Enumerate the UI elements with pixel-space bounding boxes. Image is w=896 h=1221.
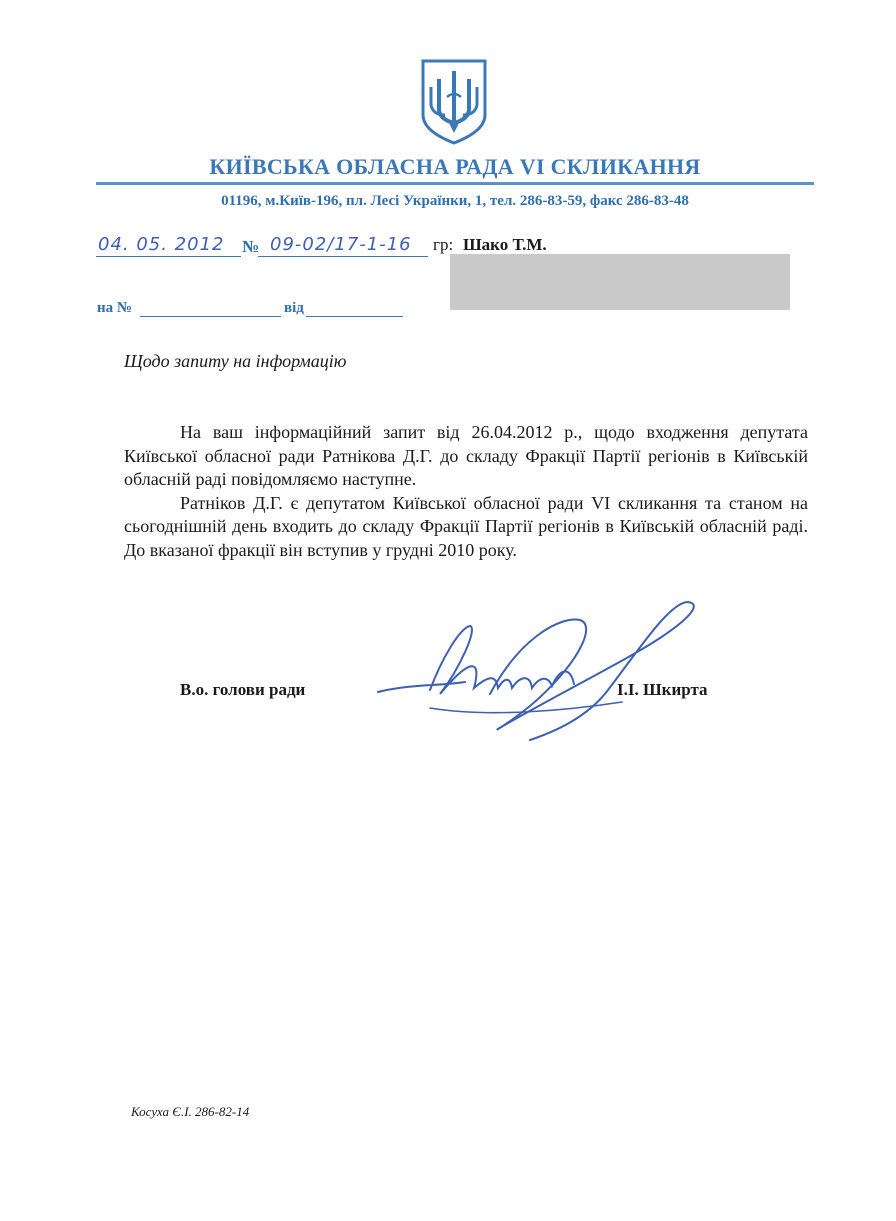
council-address: 01196, м.Київ-196, пл. Лесі Українки, 1, тел. 286-83-59, факс 286-83-48 xyxy=(221,193,689,209)
redacted-address-block xyxy=(450,254,790,310)
recipient-name: Шако Т.М. xyxy=(463,235,547,254)
signatory-name: І.І. Шкирта xyxy=(617,680,708,699)
reference-date-line xyxy=(306,316,403,317)
letter-body xyxy=(124,421,808,562)
reference-date-label: від xyxy=(284,300,304,316)
registration-number: 09-02/17-1-16 xyxy=(270,234,412,255)
council-name: КИЇВСЬКА ОБЛАСНА РАДА VI СКЛИКАННЯ xyxy=(209,154,701,179)
ukraine-trident-emblem-icon xyxy=(419,57,489,147)
executor-contact: Косуха Є.І. 286-82-14 xyxy=(131,1104,250,1119)
registration-date: 04. 05. 2012 xyxy=(98,234,225,255)
reference-number-label: на № xyxy=(97,300,132,316)
letter-subject: Щодо запиту на інформацію xyxy=(124,351,347,371)
registration-number-line xyxy=(258,256,428,257)
body-paragraph-2: Ратніков Д.Г. є депутатом Київської обласної ради VI скликання та станом на сьогоднішній день входить до складу Фракції Партії регіонів в Київській обласній раді. До вказаної фракції він вступив у грудні 2010 року. xyxy=(124,492,808,560)
registration-date-line xyxy=(96,256,241,257)
signatory-position: В.о. голови ради xyxy=(180,680,306,699)
recipient-prefix: гр: xyxy=(433,235,454,254)
registration-number-label: № xyxy=(242,237,260,256)
letterhead-divider xyxy=(96,182,814,185)
body-paragraph-1: На ваш інформаційний запит від 26.04.2012 р., щодо входження депутата Київської обласної ради Ратнікова Д.Г. до складу Фракції Партії регіонів в Київській обласній раді повідомляємо наступне. xyxy=(124,422,808,489)
reference-number-line xyxy=(140,316,281,317)
handwritten-signature xyxy=(370,598,705,748)
